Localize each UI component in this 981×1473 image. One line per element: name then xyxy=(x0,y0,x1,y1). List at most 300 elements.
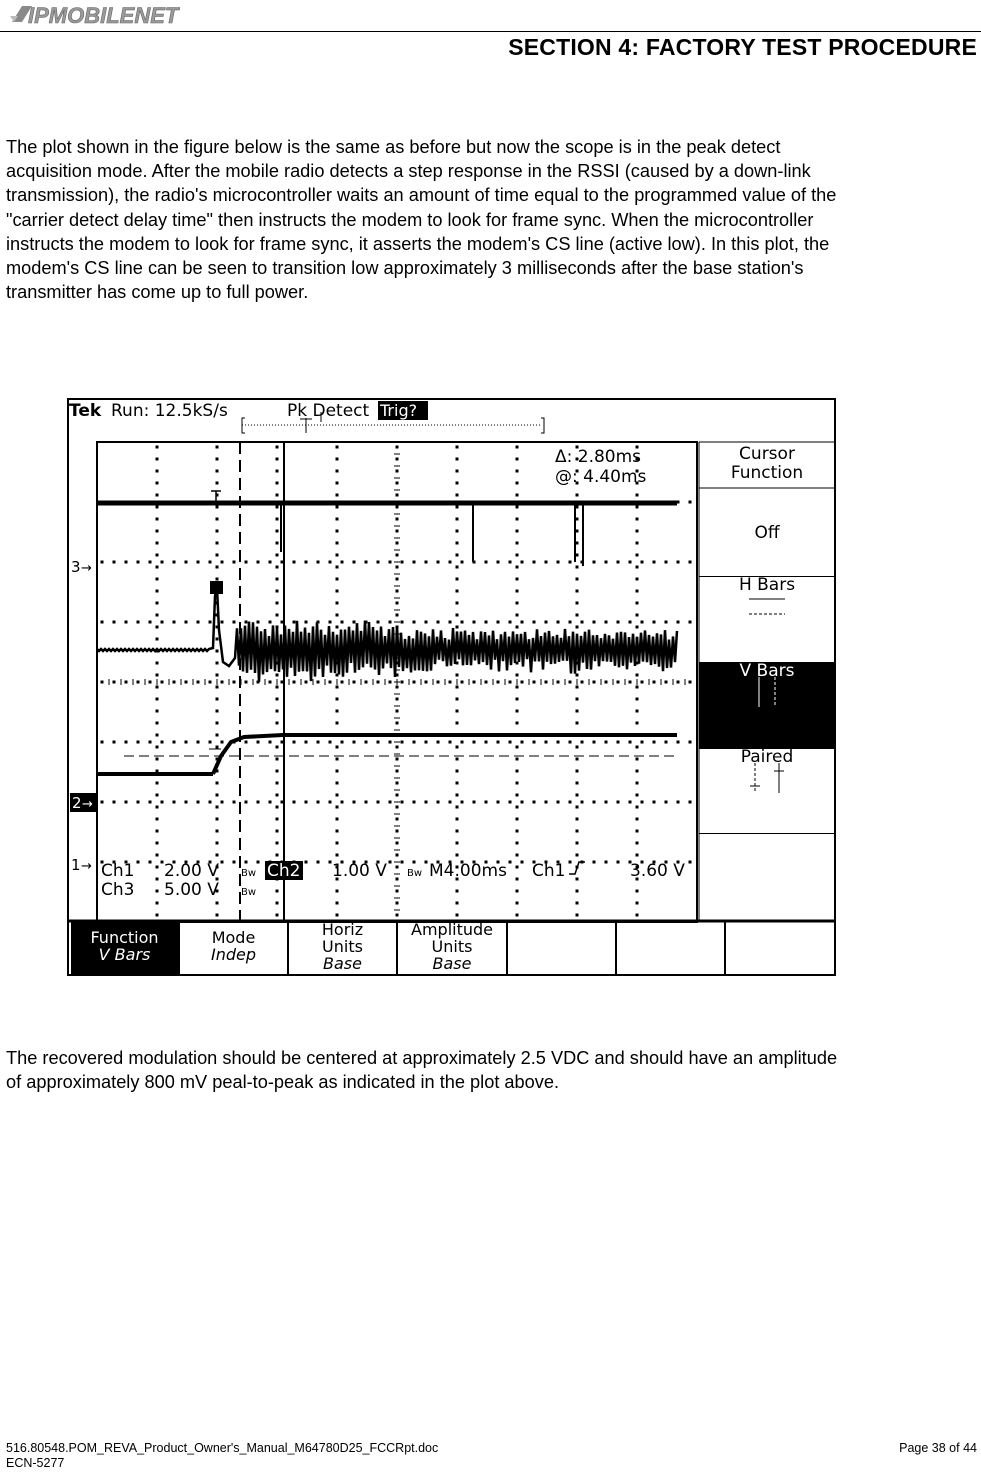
graticule-dot xyxy=(509,621,511,623)
graticule-dot xyxy=(216,746,218,748)
graticule-dot xyxy=(216,830,218,832)
paragraph-line: The recovered modulation should be centered at approximately 2.5 VDC and should have an amplitude xyxy=(6,1048,838,1068)
graticule-dot xyxy=(509,741,511,743)
graticule-dot xyxy=(557,621,559,623)
graticule-dot xyxy=(485,621,487,623)
graticule-dot xyxy=(276,914,278,916)
graticule-dot xyxy=(149,741,151,743)
graticule-dot xyxy=(336,554,338,556)
graticule-dot xyxy=(233,861,235,863)
graticule-dot xyxy=(389,801,391,803)
graticule-dot xyxy=(576,686,578,688)
graticule-dot xyxy=(329,741,331,743)
graticule-dot xyxy=(377,561,379,563)
graticule-dot xyxy=(576,578,578,580)
graticule-dot xyxy=(365,801,367,803)
softkey-function-line1: Function xyxy=(90,928,159,947)
graticule-dot xyxy=(137,861,139,863)
graticule-dot xyxy=(125,681,127,683)
graticule-dot xyxy=(101,801,103,803)
graticule-dot xyxy=(245,561,247,563)
graticule-dot xyxy=(149,801,151,803)
graticule-dot xyxy=(456,794,458,796)
graticule-dot xyxy=(516,722,518,724)
svg-text:Bw: Bw xyxy=(241,887,257,898)
svg-text:Bw: Bw xyxy=(241,868,257,879)
graticule-dot xyxy=(276,590,278,592)
graticule-dot xyxy=(276,470,278,472)
graticule-dot xyxy=(516,758,518,760)
graticule-dot xyxy=(641,741,643,743)
graticule-dot xyxy=(161,621,163,623)
graticule-dot xyxy=(216,446,218,448)
graticule-dot xyxy=(689,681,691,683)
graticule-dot xyxy=(636,722,638,724)
graticule-dot xyxy=(605,741,607,743)
graticule-dot xyxy=(221,681,223,683)
graticule-dot xyxy=(156,470,158,472)
graticule-dot xyxy=(257,621,259,623)
graticule-dot xyxy=(401,801,403,803)
trigger-level: 3.60 V xyxy=(630,861,685,881)
graticule-dot xyxy=(516,554,518,556)
graticule-dot xyxy=(396,890,398,892)
graticule-dot xyxy=(293,561,295,563)
graticule-dot xyxy=(276,770,278,772)
graticule-dot xyxy=(677,801,679,803)
graticule-dot xyxy=(677,621,679,623)
graticule-dot xyxy=(216,578,218,580)
graticule-dot xyxy=(336,914,338,916)
graticule-dot xyxy=(137,621,139,623)
graticule-dot xyxy=(353,801,355,803)
paragraph-line: The plot shown in the figure below is the same as before but now the scope is in the peak detect xyxy=(6,137,781,157)
graticule-dot xyxy=(185,561,187,563)
graticule-dot xyxy=(636,578,638,580)
svg-text:→: → xyxy=(81,561,92,576)
side-menu-title-line1: Cursor xyxy=(739,444,795,464)
graticule-dot xyxy=(173,621,175,623)
softkey-amplitude-line2: Units xyxy=(431,937,473,956)
graticule-dot xyxy=(113,681,115,683)
graticule-dot xyxy=(569,561,571,563)
graticule-dot xyxy=(336,746,338,748)
graticule-dot xyxy=(269,801,271,803)
graticule-dot xyxy=(233,621,235,623)
graticule-dot xyxy=(269,561,271,563)
graticule-dot xyxy=(336,614,338,616)
graticule-dot xyxy=(516,506,518,508)
graticule-dot xyxy=(576,614,578,616)
cursor-delta-readout: Δ: 2.80ms xyxy=(555,447,642,467)
graticule-dot xyxy=(305,741,307,743)
graticule-dot xyxy=(516,518,518,520)
graticule-grid xyxy=(97,442,697,922)
graticule-dot xyxy=(449,801,451,803)
graticule-dot xyxy=(389,861,391,863)
graticule-dot xyxy=(449,741,451,743)
paragraph-line: transmission), the radio's microcontroller waits an amount of time equal to the programmed value of the xyxy=(6,185,837,206)
graticule-dot xyxy=(276,782,278,784)
graticule-dot xyxy=(456,830,458,832)
graticule-dot xyxy=(636,914,638,916)
graticule-dot xyxy=(545,801,547,803)
graticule-dot xyxy=(576,566,578,568)
graticule-dot xyxy=(456,722,458,724)
graticule-dot xyxy=(653,621,655,623)
graticule-dot xyxy=(516,470,518,472)
graticule-dot xyxy=(636,614,638,616)
v-bars-icon xyxy=(699,663,835,711)
graticule-dot xyxy=(516,830,518,832)
graticule-dot xyxy=(293,621,295,623)
paragraph-line: of approximately 800 mV peal-to-peak as indicated in the plot above. xyxy=(6,1072,560,1093)
graticule-dot xyxy=(336,830,338,832)
graticule-dot xyxy=(629,741,631,743)
trace-channel-3 xyxy=(97,491,677,566)
graticule-dot xyxy=(401,681,403,683)
graticule-dot xyxy=(665,801,667,803)
graticule-dot xyxy=(245,681,247,683)
graticule-dot xyxy=(653,561,655,563)
side-key-h-bars[interactable] xyxy=(699,576,835,662)
graticule-dot xyxy=(533,561,535,563)
graticule-dot xyxy=(125,801,127,803)
graticule-dot xyxy=(677,561,679,563)
graticule-dot xyxy=(461,621,463,623)
graticule-dot xyxy=(156,806,158,808)
graticule-dot xyxy=(456,446,458,448)
softkey-amplitude-units[interactable] xyxy=(398,921,508,974)
graticule-dot xyxy=(497,561,499,563)
ch1-label: Ch1 xyxy=(101,861,135,881)
graticule-dot xyxy=(336,794,338,796)
graticule-dot xyxy=(257,561,259,563)
paired-icon xyxy=(699,749,835,797)
graticule-dot xyxy=(576,698,578,700)
softkey-mode[interactable] xyxy=(180,921,289,974)
graticule-dot xyxy=(137,741,139,743)
graticule-dot xyxy=(185,621,187,623)
graticule-dot xyxy=(425,861,427,863)
graticule-dot xyxy=(377,741,379,743)
graticule-dot xyxy=(317,741,319,743)
graticule-dot xyxy=(293,681,295,683)
graticule-dot xyxy=(336,626,338,628)
graticule-dot xyxy=(161,561,163,563)
graticule-dot xyxy=(216,710,218,712)
graticule-dot xyxy=(593,801,595,803)
graticule-dot xyxy=(257,861,259,863)
softkey-function[interactable] xyxy=(71,921,180,974)
graticule-dot xyxy=(317,801,319,803)
graticule-dot xyxy=(576,746,578,748)
graticule-dot xyxy=(396,458,398,460)
graticule-dot xyxy=(113,741,115,743)
graticule-dot xyxy=(173,741,175,743)
graticule-dot xyxy=(576,758,578,760)
graticule-dot xyxy=(456,602,458,604)
graticule-dot xyxy=(456,854,458,856)
graticule-dot xyxy=(413,741,415,743)
graticule-dot xyxy=(257,801,259,803)
softkey-horiz-units[interactable] xyxy=(289,921,398,974)
graticule-dot xyxy=(497,681,499,683)
graticule-dot xyxy=(341,681,343,683)
svg-text:→: → xyxy=(82,797,93,812)
graticule-dot xyxy=(336,506,338,508)
graticule-dot xyxy=(173,681,175,683)
graticule-dot xyxy=(276,674,278,676)
graticule-dot xyxy=(341,621,343,623)
graticule-dot xyxy=(156,842,158,844)
graticule-dot xyxy=(636,530,638,532)
graticule-dot xyxy=(221,801,223,803)
graticule-dot xyxy=(521,561,523,563)
graticule-dot xyxy=(569,621,571,623)
graticule-dot xyxy=(653,741,655,743)
graticule-dot xyxy=(113,801,115,803)
graticule-dot xyxy=(216,506,218,508)
graticule-dot xyxy=(336,818,338,820)
graticule-dot xyxy=(557,741,559,743)
softkey-blank-5[interactable] xyxy=(508,921,617,974)
graticule-dot xyxy=(396,746,398,748)
graticule-dot xyxy=(216,470,218,472)
softkey-amplitude-value: Base xyxy=(432,954,472,973)
graticule-dot xyxy=(509,801,511,803)
logo-text: IPMOBILENET xyxy=(28,3,179,28)
graticule-dot xyxy=(617,741,619,743)
graticule-dot xyxy=(636,518,638,520)
graticule-dot xyxy=(336,854,338,856)
graticule-dot xyxy=(216,914,218,916)
graticule-dot xyxy=(377,801,379,803)
graticule-dot xyxy=(636,554,638,556)
graticule-dot xyxy=(569,801,571,803)
graticule-dot xyxy=(276,902,278,904)
graticule-dot xyxy=(365,681,367,683)
graticule-dot xyxy=(389,621,391,623)
graticule-dot xyxy=(276,890,278,892)
graticule-dot xyxy=(497,741,499,743)
graticule-dot xyxy=(353,621,355,623)
softkey-blank-6[interactable] xyxy=(617,921,726,974)
graticule-dot xyxy=(156,710,158,712)
graticule-dot xyxy=(456,818,458,820)
graticule-dot xyxy=(545,621,547,623)
side-key-v-bars[interactable] xyxy=(699,662,835,748)
side-menu-title xyxy=(699,442,835,488)
graticule-dot xyxy=(156,902,158,904)
graticule-dot xyxy=(161,801,163,803)
graticule-dot xyxy=(576,506,578,508)
graticule-dot xyxy=(216,842,218,844)
trace-channel-1 xyxy=(97,735,677,774)
graticule-dot xyxy=(456,674,458,676)
graticule-dot xyxy=(545,741,547,743)
graticule-dot xyxy=(276,842,278,844)
graticule-dot xyxy=(336,698,338,700)
graticule-dot xyxy=(576,794,578,796)
graticule-dot xyxy=(293,801,295,803)
graticule-dot xyxy=(221,741,223,743)
channel-1-marker: 1 xyxy=(71,856,81,874)
graticule-dot xyxy=(245,801,247,803)
graticule-dot xyxy=(341,741,343,743)
graticule-dot xyxy=(209,741,211,743)
graticule-dot xyxy=(425,741,427,743)
graticule-dot xyxy=(437,741,439,743)
graticule-dot xyxy=(113,561,115,563)
graticule-dot xyxy=(396,722,398,724)
oscilloscope-screenshot xyxy=(67,398,836,976)
graticule-dot xyxy=(636,794,638,796)
trig-status: Trig? xyxy=(380,401,418,420)
graticule-dot xyxy=(329,801,331,803)
graticule-dot xyxy=(516,902,518,904)
closing-paragraph xyxy=(6,1046,966,1094)
svg-text:→: → xyxy=(81,859,92,874)
graticule-dot xyxy=(353,681,355,683)
graticule-dot xyxy=(533,681,535,683)
graticule-dot xyxy=(329,861,331,863)
graticule-dot xyxy=(636,746,638,748)
graticule-dot xyxy=(156,830,158,832)
graticule-dot xyxy=(245,621,247,623)
graticule-dot xyxy=(456,806,458,808)
graticule-dot xyxy=(149,681,151,683)
graticule-dot xyxy=(516,698,518,700)
graticule-dot xyxy=(533,801,535,803)
graticule-dot xyxy=(396,614,398,616)
graticule-dot xyxy=(305,681,307,683)
graticule-dot xyxy=(593,621,595,623)
softkey-blank-7[interactable] xyxy=(726,921,836,974)
side-key-paired[interactable] xyxy=(699,748,835,834)
graticule-dot xyxy=(516,746,518,748)
graticule-dot xyxy=(456,758,458,760)
graticule-dot xyxy=(216,902,218,904)
graticule-dot xyxy=(516,866,518,868)
graticule-dot xyxy=(576,914,578,916)
graticule-dot xyxy=(396,530,398,532)
graticule-dot xyxy=(456,578,458,580)
graticule-dot xyxy=(456,890,458,892)
graticule-dot xyxy=(185,741,187,743)
graticule-dot xyxy=(516,794,518,796)
graticule-dot xyxy=(276,818,278,820)
graticule-dot xyxy=(516,890,518,892)
graticule-dot xyxy=(336,806,338,808)
graticule-dot xyxy=(569,741,571,743)
graticule-dot xyxy=(569,681,571,683)
graticule-dot xyxy=(485,681,487,683)
graticule-dot xyxy=(336,446,338,448)
graticule-dot xyxy=(221,861,223,863)
graticule-dot xyxy=(689,861,691,863)
graticule-dot xyxy=(689,501,691,503)
rising-edge-icon xyxy=(569,862,585,874)
graticule-dot xyxy=(485,561,487,563)
graticule-dot xyxy=(456,542,458,544)
footer-ecn: ECN-5277 xyxy=(6,1456,65,1470)
graticule-dot xyxy=(576,770,578,772)
paragraph-line: instructs the modem to look for frame sync, it asserts the modem's CS line (active low). In this plot, the xyxy=(6,233,830,254)
graticule-dot xyxy=(389,681,391,683)
graticule-dot xyxy=(336,674,338,676)
graticule-dot xyxy=(653,801,655,803)
graticule-dot xyxy=(389,561,391,563)
graticule-dot xyxy=(197,561,199,563)
graticule-dot xyxy=(276,698,278,700)
graticule-dot xyxy=(456,554,458,556)
section-title: SECTION 4: FACTORY TEST PROCEDURE xyxy=(508,34,977,60)
graticule-dot xyxy=(516,482,518,484)
graticule-dot xyxy=(576,830,578,832)
graticule-dot xyxy=(305,801,307,803)
graticule-dot xyxy=(516,458,518,460)
graticule-dot xyxy=(665,561,667,563)
graticule-dot xyxy=(156,734,158,736)
graticule-dot xyxy=(269,681,271,683)
graticule-dot xyxy=(689,801,691,803)
graticule-dot xyxy=(521,681,523,683)
side-key-off[interactable]: Off xyxy=(754,523,780,543)
graticule-dot xyxy=(557,681,559,683)
company-logo xyxy=(8,2,198,28)
graticule-dot xyxy=(125,621,127,623)
graticule-dot xyxy=(396,554,398,556)
graticule-dot xyxy=(396,482,398,484)
graticule-dot xyxy=(641,621,643,623)
graticule-dot xyxy=(197,741,199,743)
graticule-dot xyxy=(636,566,638,568)
graticule-dot xyxy=(216,638,218,640)
graticule-dot xyxy=(581,681,583,683)
graticule-dot xyxy=(576,878,578,880)
scope-run-status: Run: 12.5kS/s xyxy=(111,401,228,421)
graticule-dot xyxy=(509,681,511,683)
graticule-dot xyxy=(396,914,398,916)
graticule-dot xyxy=(156,746,158,748)
graticule-dot xyxy=(336,602,338,604)
graticule-dot xyxy=(636,494,638,496)
graticule-dot xyxy=(149,861,151,863)
graticule-dot xyxy=(449,561,451,563)
graticule-dot xyxy=(521,741,523,743)
softkey-row xyxy=(69,921,836,976)
graticule-dot xyxy=(593,681,595,683)
graticule-dot xyxy=(245,861,247,863)
ch2-scale: 1.00 V xyxy=(332,861,387,881)
graticule-dot xyxy=(396,590,398,592)
graticule-dot xyxy=(216,554,218,556)
graticule-dot xyxy=(156,542,158,544)
channel-3-marker: 3 xyxy=(71,558,81,576)
graticule-dot xyxy=(336,902,338,904)
graticule-dot xyxy=(336,722,338,724)
graticule-dot xyxy=(576,602,578,604)
graticule-dot xyxy=(461,741,463,743)
graticule-dot xyxy=(576,518,578,520)
graticule-dot xyxy=(576,806,578,808)
graticule-dot xyxy=(156,794,158,796)
graticule-dot xyxy=(636,602,638,604)
graticule-dot xyxy=(456,458,458,460)
graticule-dot xyxy=(156,878,158,880)
graticule-dot xyxy=(521,621,523,623)
